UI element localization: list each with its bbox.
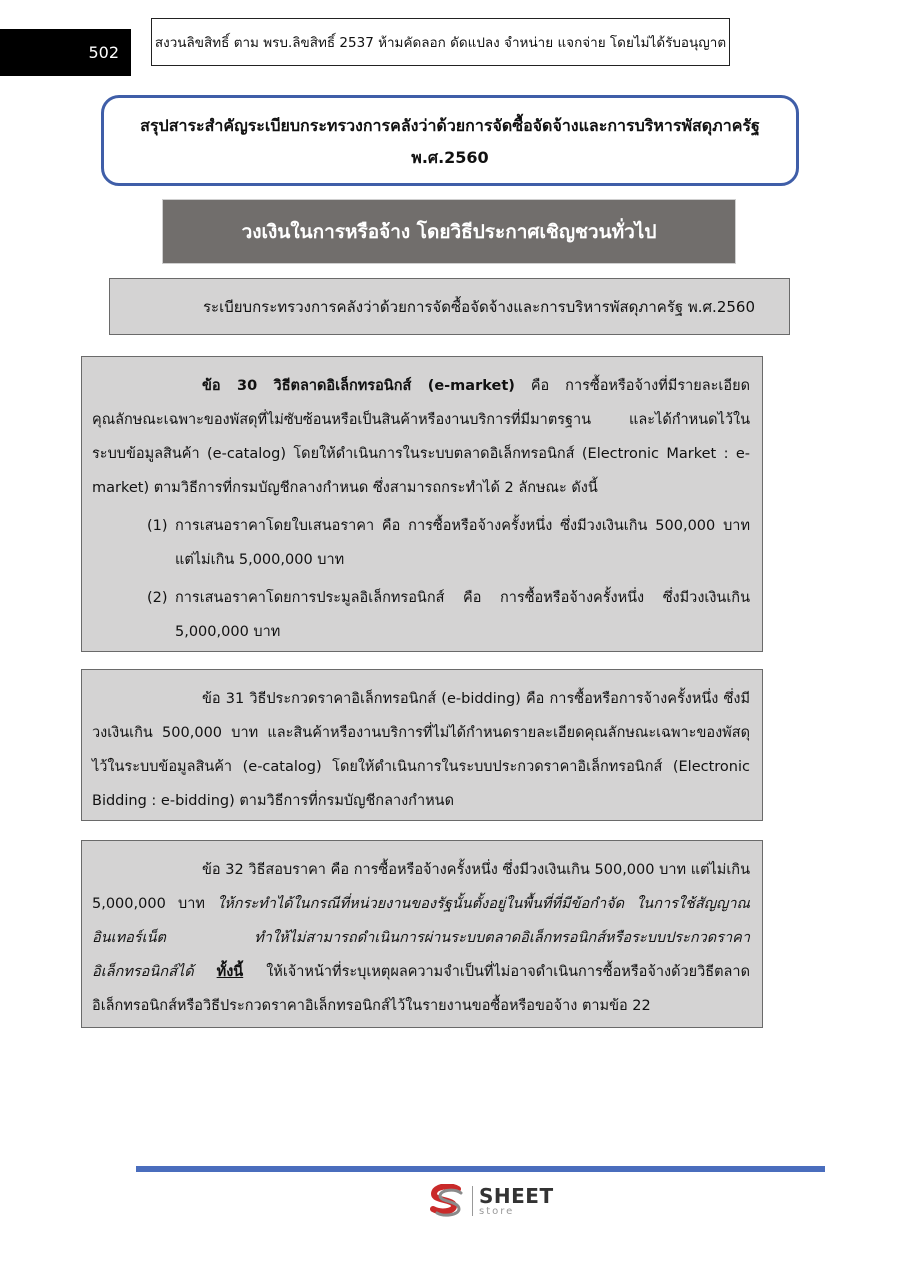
page-number: 502 [0,29,131,76]
clause-30-body: คือ การซื้อหรือจ้างที่มีรายละเอียดคุณลักษณะเฉพาะของพัสดุที่ไม่ซับซ้อนหรือเป็นสินค้าหรืองานบริการที่มีมาตรฐาน และได้กำหนดไว้ในระบบข้อมูลสินค้า (e-catalog) โดยให้ดำเนินการในระบบตลาดอิเล็กทรอนิกส์ (Electronic Market : e-market) ตามวิธีการที่กรมบัญชีกลางกำหนด ซึ่งสามารถกระทำได้ 2 ลักษณะ ดังนี้ [92,378,750,496]
clause-32-italic: ให้กระทำได้ในกรณีที่หน่วยงานของรัฐนั้นตั้งอยู่ในพื้นที่ที่มีข้อกำจัด ในการใช้สัญญาณอินเทอร์เน็ต ทำให้ไม่สามารถดำเนินการผ่านระบบตลาดอิเล็กทรอนิกส์หรือระบบประกวดราคาอิเล็กทรอนิกส์ได้ [92,896,750,980]
footer-divider [136,1166,825,1172]
clause-30-heading: ข้อ 30 วิธีตลาดอิเล็กทรอนิกส์ (e-market) [202,378,515,394]
sheet-store-logo-icon [428,1184,466,1218]
clause-32-paragraph [92,853,750,1023]
list-item-number: (2) [147,590,168,606]
list-item-text: การเสนอราคาโดยการประมูลอิเล็กทรอนิกส์ คือ การซื้อหรือจ้างครั้งหนึ่ง ซึ่งมีวงเงินเกิน 5,000,000 บาท [175,590,750,640]
title-line-1: สรุปสาระสำคัญระเบียบกระทรวงการคลังว่าด้วยการจัดซื้อจัดจ้างและการบริหารพัสดุภาครัฐ [140,116,760,135]
section-header: วงเงินในการหรือจ้าง โดยวิธีประกาศเชิญชวนทั่วไป [162,199,736,264]
clause-32-part-2: ให้เจ้าหน้าที่ระบุเหตุผลความจำเป็นที่ไม่อาจดำเนินการซื้อหรือจ้างด้วยวิธีตลาดอิเล็กทรอนิกส์หรือวิธีประกวดราคาอิเล็กทรอนิกส์ไว้ในรายงานขอซื้อหรือขอจ้าง ตามข้อ 22 [92,964,750,1014]
logo-brand-name: SHEET [479,1183,554,1208]
logo-text [479,1183,554,1217]
clause-30-paragraph [92,369,750,505]
list-item [92,581,750,649]
list-item-number: (1) [147,518,168,534]
title-line-2: พ.ศ.2560 [411,148,489,167]
clause-31-paragraph: ข้อ 31 วิธีประกวดราคาอิเล็กทรอนิกส์ (e-bidding) คือ การซื้อหรือการจ้างครั้งหนึ่ง ซึ่งมีวงเงินเกิน 500,000 บาท และสินค้าหรืองานบริการที่ไม่ได้กำหนดรายละเอียดคุณลักษณะเฉพาะของพัสดุไว้ในระบบข้อมูลสินค้า (e-catalog) โดยให้ดำเนินการในระบบประกวดราคาอิเล็กทรอนิกส์ (Electronic Bidding : e-bidding) ตามวิธีการที่กรมบัญชีกลางกำหนด [92,691,750,809]
footer-logo [428,1181,554,1221]
copyright-notice: สงวนลิขสิทธิ์ ตาม พรบ.ลิขสิทธิ์ 2537 ห้ามคัดลอก ดัดแปลง จำหน่าย แจกจ่าย โดยไม่ได้รับอนุญาต [151,18,730,66]
clause-31-box [81,669,763,821]
list-item [92,509,750,577]
clause-32-box [81,840,763,1028]
document-title [101,95,799,186]
clause-32-emphasis: ทั้งนี้ [216,964,244,980]
clause-32-part-1: ข้อ 32 วิธีสอบราคา คือ การซื้อหรือจ้างครั้งหนึ่ง ซึ่งมีวงเงินเกิน 500,000 บาท แต่ไม่เกิน 5,000,000 บาท [92,862,750,912]
list-item-text: การเสนอราคาโดยใบเสนอราคา คือ การซื้อหรือจ้างครั้งหนึ่ง ซึ่งมีวงเงินเกิน 500,000 บาท แต่ไม่เกิน 5,000,000 บาท [175,518,750,568]
clause-30-box [81,356,763,652]
logo-brand-sub: store [479,1205,515,1217]
regulation-subheader: ระเบียบกระทรวงการคลังว่าด้วยการจัดซื้อจัดจ้างและการบริหารพัสดุภาครัฐ พ.ศ.2560 [109,278,790,335]
logo-divider [472,1186,473,1216]
